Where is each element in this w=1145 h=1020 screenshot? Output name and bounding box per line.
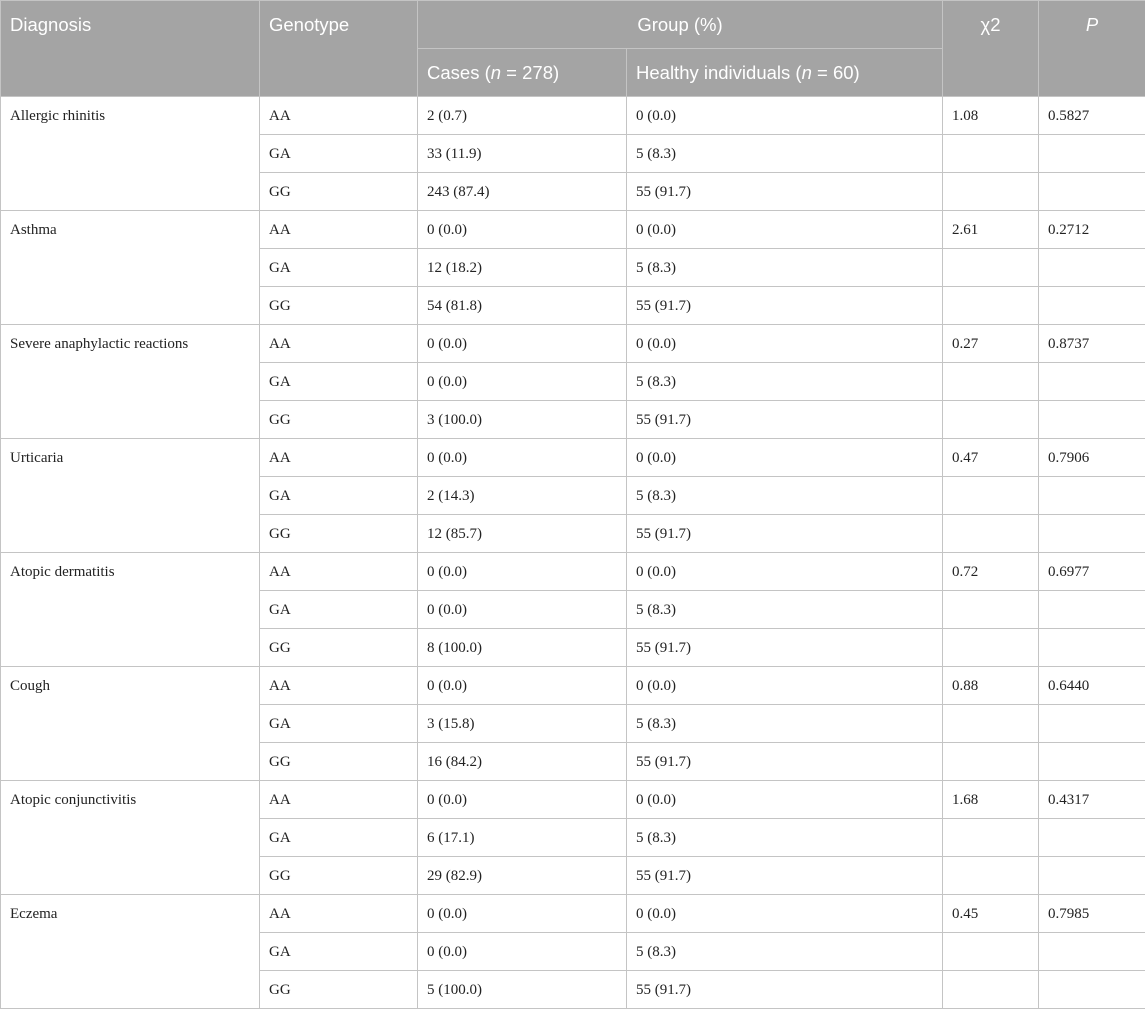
cases-cell: 0 (0.0) <box>418 667 627 705</box>
p-value-cell <box>1039 705 1145 743</box>
diagnosis-cell: Asthma <box>1 211 260 325</box>
cases-cell: 243 (87.4) <box>418 173 627 211</box>
cases-cell: 0 (0.0) <box>418 895 627 933</box>
healthy-cell: 0 (0.0) <box>627 97 943 135</box>
healthy-cell: 5 (8.3) <box>627 705 943 743</box>
diagnosis-cell: Severe anaphylactic reactions <box>1 325 260 439</box>
p-value-cell <box>1039 857 1145 895</box>
chi2-cell: 2.61 <box>943 211 1039 249</box>
p-value-cell: 0.7906 <box>1039 439 1145 477</box>
cases-suffix: = 278) <box>501 62 560 83</box>
chi2-cell: 0.45 <box>943 895 1039 933</box>
chi2-cell: 1.68 <box>943 781 1039 819</box>
genotype-cell: GG <box>260 857 418 895</box>
healthy-prefix: Healthy individuals ( <box>636 62 802 83</box>
genotype-cell: GA <box>260 477 418 515</box>
chi2-cell: 1.08 <box>943 97 1039 135</box>
genotype-cell: GG <box>260 629 418 667</box>
diagnosis-cell: Eczema <box>1 895 260 1009</box>
genotype-cell: AA <box>260 667 418 705</box>
p-value-cell <box>1039 477 1145 515</box>
chi2-cell <box>943 819 1039 857</box>
p-value-cell <box>1039 363 1145 401</box>
p-value-cell <box>1039 591 1145 629</box>
healthy-cell: 5 (8.3) <box>627 135 943 173</box>
healthy-cell: 5 (8.3) <box>627 363 943 401</box>
cases-cell: 8 (100.0) <box>418 629 627 667</box>
genotype-cell: GA <box>260 705 418 743</box>
chi2-cell <box>943 705 1039 743</box>
cases-cell: 5 (100.0) <box>418 971 627 1009</box>
table-row <box>1 439 1145 477</box>
cases-cell: 0 (0.0) <box>418 933 627 971</box>
table-row <box>1 667 1145 705</box>
chi2-cell <box>943 287 1039 325</box>
cases-cell: 0 (0.0) <box>418 325 627 363</box>
healthy-cell: 55 (91.7) <box>627 857 943 895</box>
genotype-cell: GG <box>260 173 418 211</box>
p-value-cell <box>1039 629 1145 667</box>
cases-cell: 0 (0.0) <box>418 211 627 249</box>
cases-cell: 3 (15.8) <box>418 705 627 743</box>
cases-cell: 29 (82.9) <box>418 857 627 895</box>
table-header <box>1 1 1145 97</box>
healthy-cell: 5 (8.3) <box>627 819 943 857</box>
genotype-cell: GA <box>260 591 418 629</box>
p-value-cell: 0.2712 <box>1039 211 1145 249</box>
diagnosis-cell: Atopic conjunctivitis <box>1 781 260 895</box>
healthy-cell: 5 (8.3) <box>627 249 943 287</box>
chi2-cell: 0.27 <box>943 325 1039 363</box>
diagnosis-cell: Atopic dermatitis <box>1 553 260 667</box>
cases-cell: 0 (0.0) <box>418 363 627 401</box>
healthy-cell: 5 (8.3) <box>627 591 943 629</box>
header-row <box>1 1 1145 49</box>
table-body <box>1 97 1145 1009</box>
cases-cell: 0 (0.0) <box>418 781 627 819</box>
cases-cell: 0 (0.0) <box>418 591 627 629</box>
chi2-cell <box>943 591 1039 629</box>
chi2-cell <box>943 363 1039 401</box>
p-value-cell <box>1039 287 1145 325</box>
chi2-cell <box>943 173 1039 211</box>
cases-cell: 33 (11.9) <box>418 135 627 173</box>
p-value-cell: 0.7985 <box>1039 895 1145 933</box>
chi2-cell <box>943 135 1039 173</box>
table-row <box>1 211 1145 249</box>
cases-cell: 16 (84.2) <box>418 743 627 781</box>
cases-cell: 2 (14.3) <box>418 477 627 515</box>
healthy-cell: 5 (8.3) <box>627 477 943 515</box>
healthy-cell: 0 (0.0) <box>627 895 943 933</box>
chi2-cell: 0.72 <box>943 553 1039 591</box>
p-value-cell <box>1039 401 1145 439</box>
cases-cell: 12 (18.2) <box>418 249 627 287</box>
header-diagnosis: Diagnosis <box>1 1 260 97</box>
genotype-cell: GG <box>260 515 418 553</box>
cases-cell: 6 (17.1) <box>418 819 627 857</box>
healthy-cell: 55 (91.7) <box>627 287 943 325</box>
chi2-cell <box>943 477 1039 515</box>
chi2-cell <box>943 971 1039 1009</box>
healthy-suffix: = 60) <box>811 62 860 83</box>
healthy-cell: 55 (91.7) <box>627 515 943 553</box>
genotype-cell: AA <box>260 895 418 933</box>
header-cases <box>418 49 627 97</box>
chi2-cell: 0.47 <box>943 439 1039 477</box>
genotype-cell: AA <box>260 97 418 135</box>
diagnosis-cell: Urticaria <box>1 439 260 553</box>
table-row <box>1 553 1145 591</box>
healthy-cell: 55 (91.7) <box>627 743 943 781</box>
cases-cell: 54 (81.8) <box>418 287 627 325</box>
p-value-cell: 0.5827 <box>1039 97 1145 135</box>
genotype-cell: GG <box>260 743 418 781</box>
header-p: P <box>1039 1 1145 97</box>
table-row <box>1 97 1145 135</box>
genotype-cell: GG <box>260 287 418 325</box>
table-row <box>1 895 1145 933</box>
cases-cell: 2 (0.7) <box>418 97 627 135</box>
chi2-cell <box>943 515 1039 553</box>
p-value-cell <box>1039 743 1145 781</box>
healthy-cell: 0 (0.0) <box>627 211 943 249</box>
genotype-cell: AA <box>260 325 418 363</box>
genotype-cell: AA <box>260 781 418 819</box>
cases-prefix: Cases ( <box>427 62 491 83</box>
p-value-cell <box>1039 249 1145 287</box>
chi2-cell: 0.88 <box>943 667 1039 705</box>
chi2-cell <box>943 933 1039 971</box>
p-value-cell <box>1039 135 1145 173</box>
healthy-cell: 0 (0.0) <box>627 439 943 477</box>
cases-cell: 12 (85.7) <box>418 515 627 553</box>
healthy-cell: 0 (0.0) <box>627 553 943 591</box>
genotype-cell: AA <box>260 439 418 477</box>
header-genotype: Genotype <box>260 1 418 97</box>
header-chi2: χ2 <box>943 1 1039 97</box>
cases-cell: 3 (100.0) <box>418 401 627 439</box>
p-value-cell: 0.4317 <box>1039 781 1145 819</box>
cases-cell: 0 (0.0) <box>418 439 627 477</box>
healthy-cell: 55 (91.7) <box>627 629 943 667</box>
p-value-cell: 0.8737 <box>1039 325 1145 363</box>
healthy-n: n <box>801 62 812 83</box>
p-value-cell <box>1039 173 1145 211</box>
chi2-cell <box>943 743 1039 781</box>
healthy-cell: 55 (91.7) <box>627 173 943 211</box>
genotype-cell: GG <box>260 971 418 1009</box>
chi2-cell <box>943 629 1039 667</box>
p-value-cell <box>1039 819 1145 857</box>
genotype-cell: GA <box>260 135 418 173</box>
header-healthy <box>627 49 943 97</box>
healthy-cell: 0 (0.0) <box>627 781 943 819</box>
genotype-cell: AA <box>260 211 418 249</box>
p-value-cell <box>1039 933 1145 971</box>
genotype-cell: GA <box>260 249 418 287</box>
genotype-cell: GA <box>260 933 418 971</box>
healthy-cell: 55 (91.7) <box>627 971 943 1009</box>
healthy-cell: 0 (0.0) <box>627 667 943 705</box>
table-row <box>1 325 1145 363</box>
p-value-cell: 0.6440 <box>1039 667 1145 705</box>
p-value-cell: 0.6977 <box>1039 553 1145 591</box>
healthy-cell: 55 (91.7) <box>627 401 943 439</box>
diagnosis-cell: Allergic rhinitis <box>1 97 260 211</box>
cases-n: n <box>490 62 502 83</box>
diagnosis-cell: Cough <box>1 667 260 781</box>
genotype-cell: GA <box>260 363 418 401</box>
genotype-cell: GG <box>260 401 418 439</box>
cases-cell: 0 (0.0) <box>418 553 627 591</box>
header-group: Group (%) <box>418 1 943 49</box>
chi2-cell <box>943 857 1039 895</box>
p-value-cell <box>1039 515 1145 553</box>
healthy-cell: 5 (8.3) <box>627 933 943 971</box>
chi2-cell <box>943 249 1039 287</box>
healthy-cell: 0 (0.0) <box>627 325 943 363</box>
chi2-cell <box>943 401 1039 439</box>
genotype-cell: GA <box>260 819 418 857</box>
p-value-cell <box>1039 971 1145 1009</box>
table-row <box>1 781 1145 819</box>
genotype-cell: AA <box>260 553 418 591</box>
